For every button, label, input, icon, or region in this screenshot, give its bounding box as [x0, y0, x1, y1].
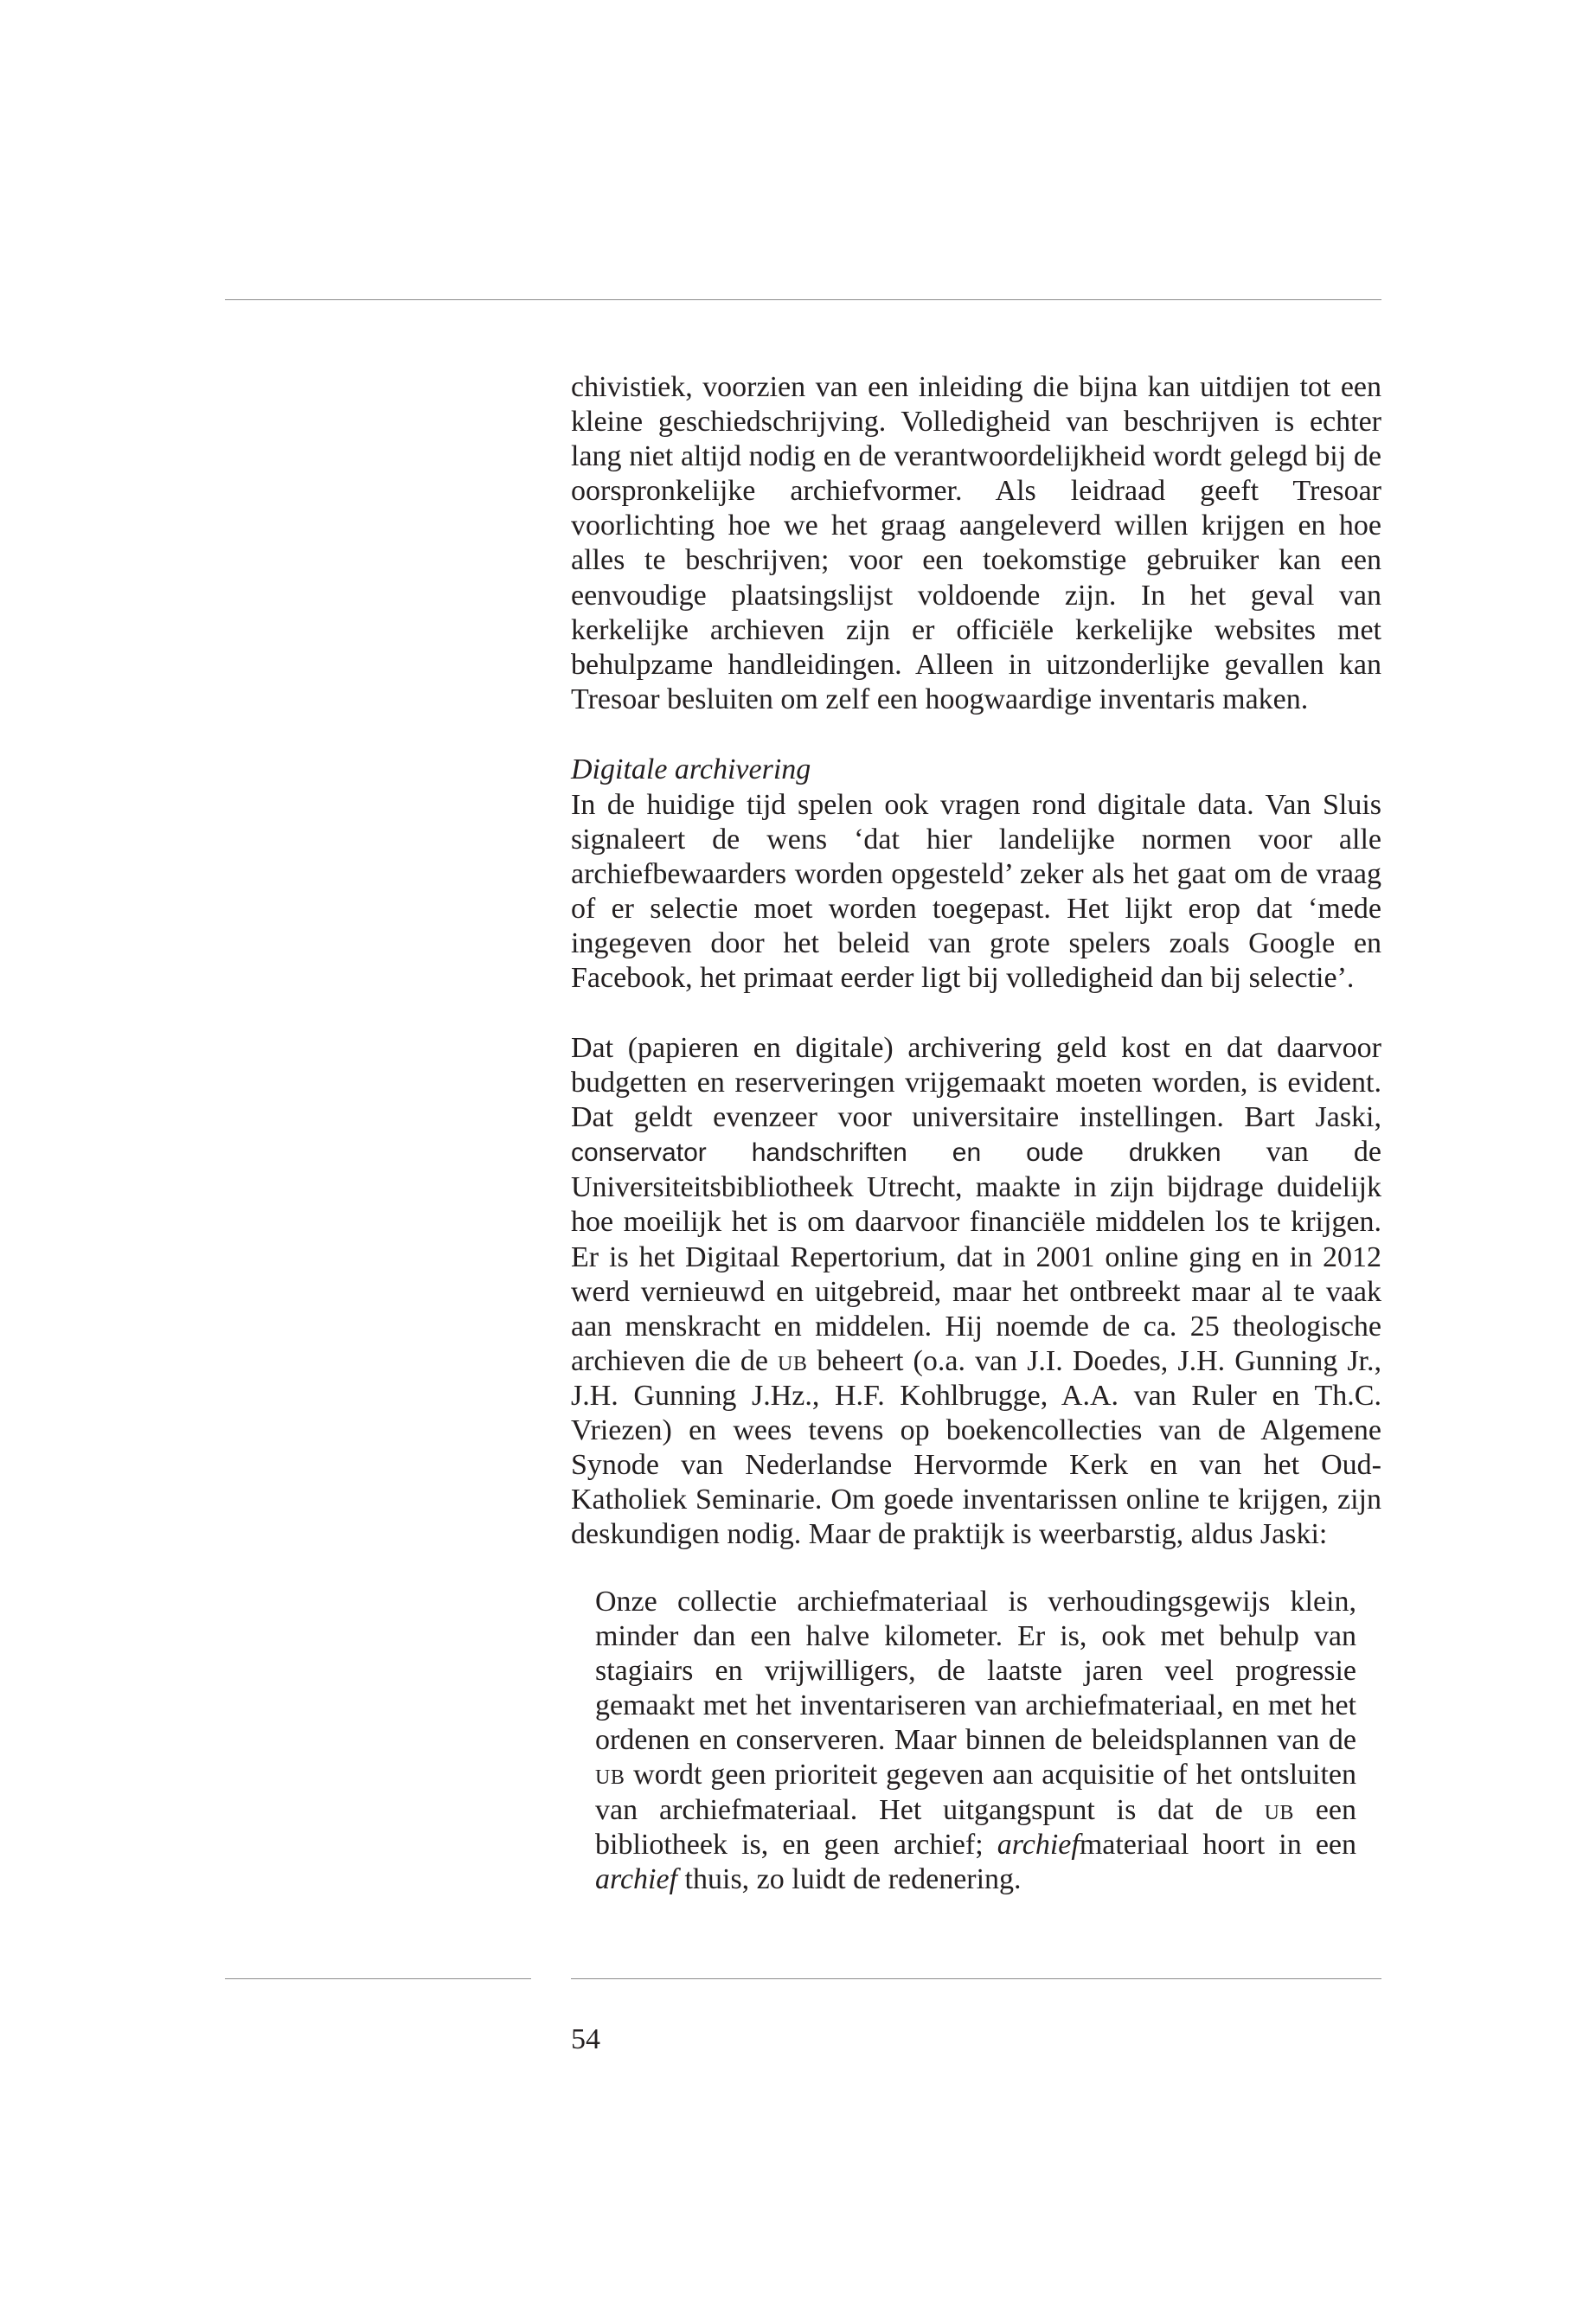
- footer-rule-left: [225, 1978, 531, 1979]
- emphasis: archief: [595, 1862, 678, 1895]
- footer-rule-right: [571, 1978, 1381, 1979]
- top-rule: [225, 299, 1381, 300]
- paragraph-university-archives: [571, 1031, 1381, 1552]
- text-run: Onze collectie archiefmateriaal is verhoudingsgewijs klein, minder dan een halve kilometer. Er is, ook met behulp van stagiairs en vrijwilligers, de laatste jaren veel progressie gemaakt met het inventariseren van archiefmateriaal, en met het ordenen en conserveren. Maar binnen de beleidsplannen van de: [595, 1586, 1356, 1757]
- text-run: een bibliotheek is, en geen archief;: [595, 1793, 1356, 1861]
- year-number: 2001: [1035, 1240, 1095, 1273]
- text-run: online ging en in: [1094, 1240, 1323, 1273]
- text-run: materiaal hoort in een: [1079, 1828, 1356, 1861]
- text-run: wordt geen prioriteit gegeven aan acquisitie of het ontsluiten van archiefmateriaal. Het uitgangspunt is dat de: [595, 1759, 1356, 1826]
- archive-count: 25: [1189, 1310, 1220, 1343]
- year-number: 2012: [1323, 1240, 1381, 1273]
- text-run: thuis, zo luidt de redenering.: [677, 1862, 1022, 1895]
- page-number: 54: [571, 2023, 600, 2055]
- text-run: beheert (o.a. van J.I. Doedes, J.H. Gunning Jr., J.H. Gunning J.Hz., H.F. Kohlbrugge, A.A. van Ruler en Th.C. Vriezen) en wees tevens op boekencollecties van de Algemene Synode van Nederlandse Hervormde Kerk en van het Oud-Katholiek Seminarie. Om goede inventarissen online te krijgen, zijn deskundigen nodig. Maar de praktijk is weerbarstig, aldus Jaski:: [571, 1344, 1381, 1551]
- text-run: theologische archieven die de: [571, 1310, 1382, 1377]
- abbreviation-ub: ub: [1264, 1793, 1294, 1826]
- role-title: conservator handschriften en oude drukken: [571, 1138, 1221, 1168]
- emphasis: archief: [997, 1828, 1080, 1861]
- abbreviation-ub: ub: [778, 1344, 808, 1377]
- paragraph-digital-data: In de huidige tijd spelen ook vragen rond digitale data. Van Sluis signaleert de wens ‘dat hier landelijke normen voor alle archiefbewaarders worden opgesteld’ zeker als het gaat om de vraag of er selectie moet worden toegepast. Het lijkt erop dat ‘mede ingegeven door het beleid van grote spelers zoals Google en Facebook, het primaat eerder ligt bij volledigheid dan bij selectie’.: [571, 789, 1381, 995]
- paragraph-tresoar: chivistiek, voorzien van een inleiding die bijna kan uitdijen tot een kleine geschiedschrijving. Volledigheid van beschrijven is echter lang niet altijd nodig en de verantwoordelijkheid wordt gelegd bij de oorspronkelijke archiefvormer. Als leidraad geeft Tresoar voorlichting hoe we het graag aangeleverd willen krijgen en hoe alles te beschrijven; voor een toekomstige gebruiker kan een eenvoudige plaatsingslijst voldoende zijn. In het geval van kerkelijke archieven zijn er officiële kerkelijke websites met behulpzame handleidingen. Alleen in uitzonderlijke gevallen kan Tresoar besluiten om zelf een hoogwaardige inventaris maken.: [571, 371, 1381, 715]
- section-heading: Digitale archivering: [571, 753, 811, 785]
- text-run: van de Universiteitsbibliotheek Utrecht, maakte in zijn bijdrage duidelijk hoe moeilijk het is om daarvoor financiële middelen los te krijgen. Er is het Digitaal Repertorium, dat in: [571, 1136, 1382, 1273]
- abbreviation-ub: ub: [595, 1759, 625, 1791]
- text-run: werd vernieuwd en uitgebreid, maar het ontbreekt maar al te vaak aan menskracht en middelen. Hij noemde de ca.: [571, 1275, 1381, 1343]
- block-quote: [595, 1585, 1356, 1897]
- text-run: Dat (papieren en digitale) archivering geld kost en dat daarvoor budgetten en reserveringen vrijgemaakt moeten worden, is evident. Dat geldt evenzeer voor universitaire instellingen. Bart Jaski,: [571, 1032, 1381, 1134]
